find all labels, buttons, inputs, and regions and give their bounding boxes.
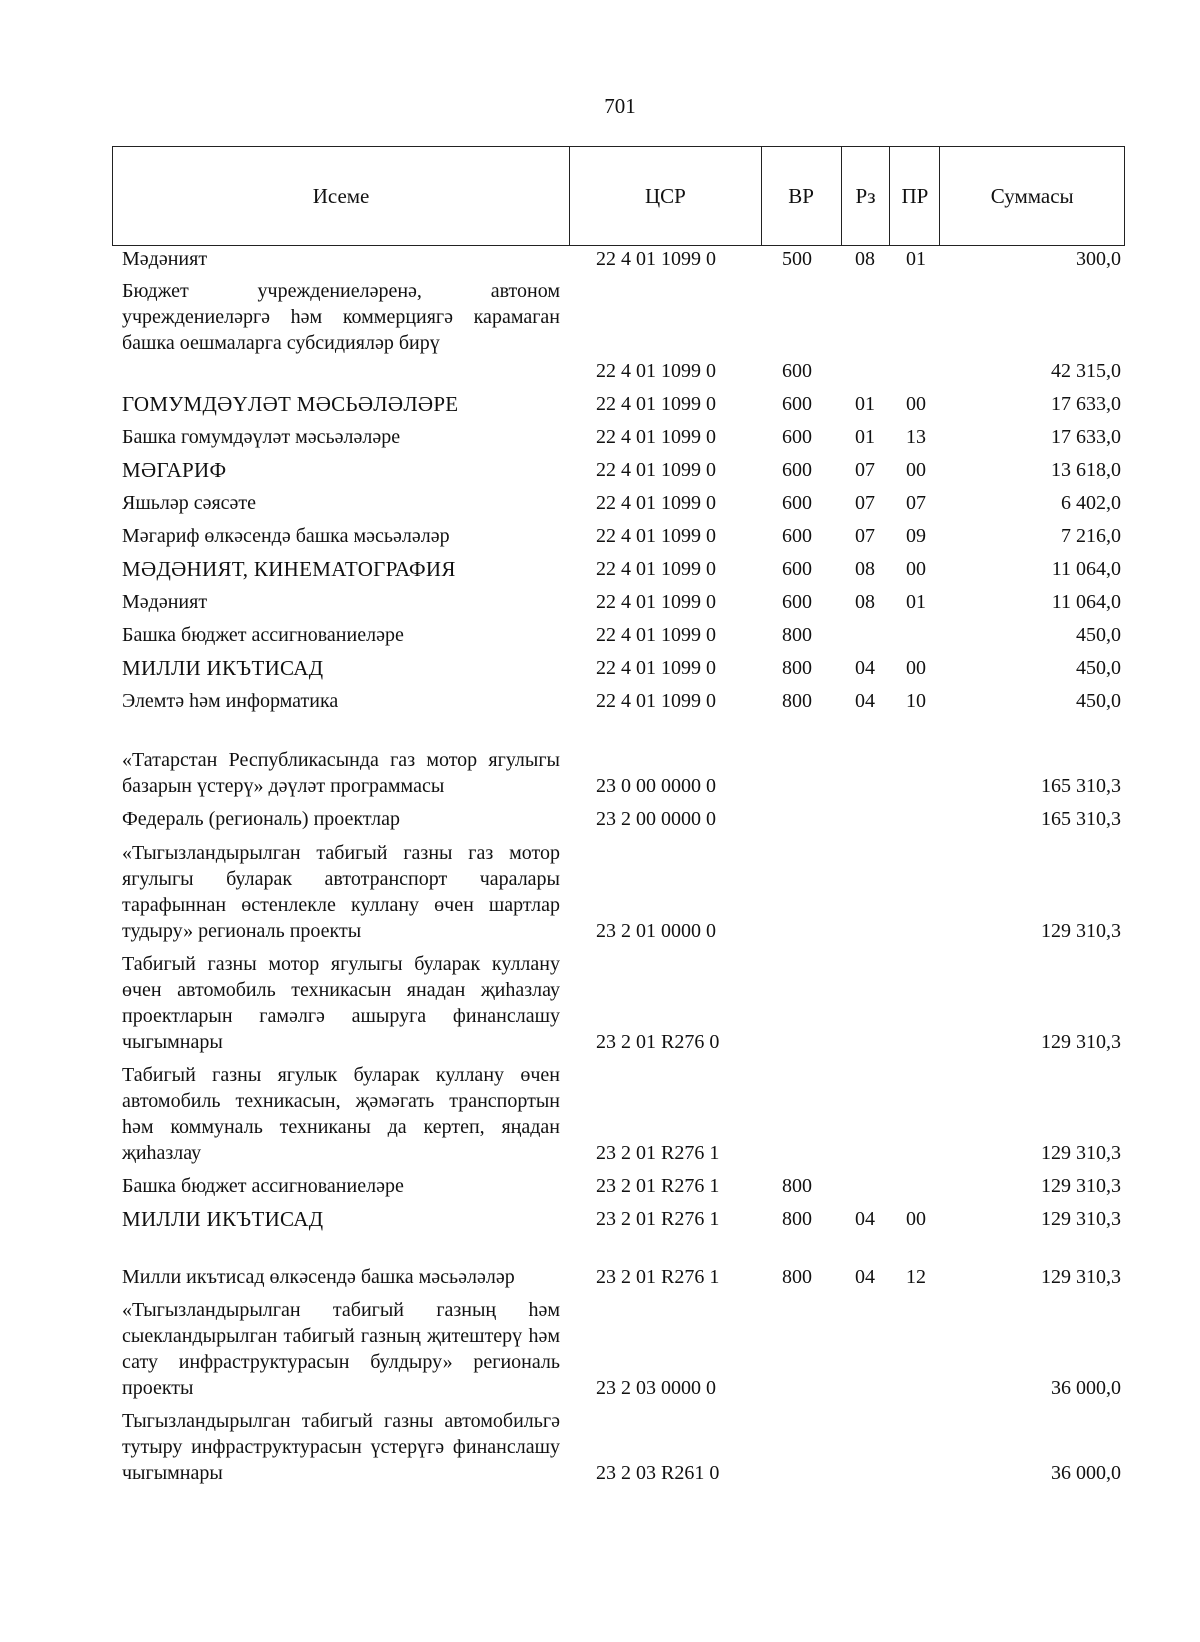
table-row — [112, 714, 1125, 799]
table-row — [112, 516, 1125, 549]
row-vr: 500 — [782, 248, 812, 270]
row-name: Элемтә һәм информатика — [122, 690, 339, 712]
row-sum: 36 000,0 — [1051, 1462, 1121, 1484]
table-row — [112, 246, 1125, 272]
row-csr: 23 2 03 0000 0 — [596, 1377, 716, 1399]
table-row — [112, 483, 1125, 516]
row-rz: 04 — [855, 1208, 875, 1230]
row-name: Мәгариф өлкәсендә башка мәсьәләләр — [122, 525, 450, 547]
row-rz: 07 — [855, 459, 875, 481]
row-vr: 600 — [782, 426, 812, 448]
table-row — [112, 1199, 1125, 1232]
row-rz: 07 — [855, 525, 875, 547]
row-vr: 800 — [782, 1266, 812, 1288]
row-sum: 17 633,0 — [1051, 426, 1121, 448]
table-row — [112, 272, 1125, 384]
table-row — [112, 681, 1125, 714]
row-csr: 23 2 00 0000 0 — [596, 808, 716, 830]
row-sum: 450,0 — [1076, 690, 1121, 712]
row-csr: 23 2 01 0000 0 — [596, 920, 716, 942]
row-csr: 22 4 01 1099 0 — [596, 492, 716, 514]
row-csr: 22 4 01 1099 0 — [596, 690, 716, 712]
table-row — [112, 615, 1125, 648]
table-row — [112, 832, 1125, 944]
row-csr: 22 4 01 1099 0 — [596, 459, 716, 481]
page-number: 701 — [604, 94, 636, 118]
row-sum: 129 310,3 — [1041, 1266, 1121, 1288]
table-row — [112, 648, 1125, 681]
header-rz: Рз — [842, 147, 891, 245]
row-name: Тыгызландырылган табигый газны автомобильгә тутыру инфраструктурасын үстерүгә финанслашу чыгымнары — [122, 1410, 560, 1484]
row-vr: 800 — [782, 657, 812, 679]
header-csr: ЦСР — [570, 147, 762, 245]
row-csr: 22 4 01 1099 0 — [596, 591, 716, 613]
table-row — [112, 1290, 1125, 1401]
header-vr: ВР — [762, 147, 842, 245]
row-sum: 42 315,0 — [1051, 360, 1121, 382]
table-row — [112, 450, 1125, 483]
row-pr: 09 — [906, 525, 926, 547]
row-name: «Тыгызландырылган табигый газны газ мотор ягулыгы буларак автотранспорт чаралары тарафыннан өстенлекле куллану өчен шартлар тудыру» региональ проекты — [122, 842, 560, 942]
row-name: Яшьләр сәясәте — [122, 492, 257, 514]
row-vr: 600 — [782, 360, 812, 382]
row-pr: 01 — [906, 248, 926, 270]
row-name: МИЛЛИ ИКЪТИСАД — [122, 656, 324, 680]
row-vr: 800 — [782, 1208, 812, 1230]
table-row — [112, 384, 1125, 417]
row-name: Мәдәният — [122, 248, 208, 270]
row-csr: 23 0 00 0000 0 — [596, 775, 716, 797]
row-rz: 01 — [855, 426, 875, 448]
row-name: «Татарстан Республикасында газ мотор ягулыгы базарын үстерү» дәүләт программасы — [122, 749, 560, 797]
row-csr: 22 4 01 1099 0 — [596, 525, 716, 547]
row-sum: 6 402,0 — [1061, 492, 1121, 514]
row-sum: 129 310,3 — [1041, 920, 1121, 942]
row-name: Башка бюджет ассигнованиеләре — [122, 624, 404, 646]
row-rz: 08 — [855, 591, 875, 613]
row-sum: 17 633,0 — [1051, 393, 1121, 415]
row-csr: 23 2 01 R276 0 — [596, 1031, 720, 1053]
row-pr: 12 — [906, 1266, 926, 1288]
row-pr: 00 — [906, 558, 926, 580]
row-csr: 22 4 01 1099 0 — [596, 624, 716, 646]
row-name: Федераль (региональ) проектлар — [122, 808, 400, 830]
row-name: МИЛЛИ ИКЪТИСАД — [122, 1207, 324, 1231]
row-name: Табигый газны мотор ягулыгы буларак куллану өчен автомобиль техникасын янадан җиһазлау проектларын гамәлгә ашыруга финанслашу чыгымнары — [122, 953, 560, 1053]
row-csr: 22 4 01 1099 0 — [596, 558, 716, 580]
row-vr: 600 — [782, 525, 812, 547]
row-name: МӘДӘНИЯТ, КИНЕМАТОГРАФИЯ — [122, 557, 456, 581]
row-rz: 08 — [855, 248, 875, 270]
row-name: ГОМУМДӘҮЛӘТ МӘСЬӘЛӘЛӘРЕ — [122, 392, 459, 416]
table-row — [112, 1166, 1125, 1199]
row-pr: 07 — [906, 492, 926, 514]
row-vr: 800 — [782, 1175, 812, 1197]
row-sum: 450,0 — [1076, 657, 1121, 679]
row-csr: 23 2 01 R276 1 — [596, 1208, 720, 1230]
table-row — [112, 1055, 1125, 1166]
row-rz: 07 — [855, 492, 875, 514]
row-sum: 129 310,3 — [1041, 1208, 1121, 1230]
row-vr: 600 — [782, 459, 812, 481]
row-vr: 600 — [782, 393, 812, 415]
row-rz: 04 — [855, 690, 875, 712]
table-body — [112, 246, 1125, 1486]
row-pr: 00 — [906, 657, 926, 679]
header-sum: Суммасы — [990, 183, 1074, 208]
row-csr: 22 4 01 1099 0 — [596, 657, 716, 679]
row-name: Табигый газны ягулык буларак куллану өчен автомобиль техникасын, җәмәгать транспортын һәм коммуналь техниканы да кертеп, яңадан җиһазлау — [122, 1064, 560, 1164]
row-sum: 450,0 — [1076, 624, 1121, 646]
row-csr: 22 4 01 1099 0 — [596, 393, 716, 415]
row-sum: 13 618,0 — [1051, 459, 1121, 481]
row-vr: 600 — [782, 492, 812, 514]
row-pr: 00 — [906, 393, 926, 415]
row-csr: 23 2 01 R276 1 — [596, 1142, 720, 1164]
row-pr: 01 — [906, 591, 926, 613]
header-pr: ПР — [890, 147, 940, 245]
table-row — [112, 1401, 1125, 1486]
row-csr: 22 4 01 1099 0 — [596, 248, 716, 270]
row-sum: 7 216,0 — [1061, 525, 1121, 547]
row-vr: 800 — [782, 624, 812, 646]
row-vr: 800 — [782, 690, 812, 712]
row-name: Милли икътисад өлкәсендә башка мәсьәләләр — [122, 1266, 515, 1288]
row-csr: 23 2 01 R276 1 — [596, 1266, 720, 1288]
table-header — [112, 146, 1125, 246]
row-sum: 11 064,0 — [1051, 591, 1121, 613]
row-name: Бюджет учреждениеләренә, автоном учреждениеләргә һәм коммерциягә карамаган башка оешмаларга субсидияләр бирү — [122, 280, 560, 354]
row-name: Башка бюджет ассигнованиеләре — [122, 1175, 404, 1197]
row-vr: 600 — [782, 558, 812, 580]
row-sum: 36 000,0 — [1051, 1377, 1121, 1399]
row-csr: 22 4 01 1099 0 — [596, 426, 716, 448]
header-name: Исеме — [113, 147, 570, 245]
table-row — [112, 582, 1125, 615]
row-pr: 00 — [906, 459, 926, 481]
row-sum: 11 064,0 — [1051, 558, 1121, 580]
row-name: Мәдәният — [122, 591, 208, 613]
row-name: МӘГАРИФ — [122, 458, 227, 482]
row-vr: 600 — [782, 591, 812, 613]
row-name: Башка гомумдәүләт мәсьәләләре — [122, 426, 401, 448]
row-pr: 10 — [906, 690, 926, 712]
row-sum: 165 310,3 — [1041, 808, 1121, 830]
row-sum: 165 310,3 — [1041, 775, 1121, 797]
row-pr: 13 — [906, 426, 926, 448]
table-row — [112, 799, 1125, 832]
table-row — [112, 944, 1125, 1055]
row-rz: 08 — [855, 558, 875, 580]
row-csr: 22 4 01 1099 0 — [596, 360, 716, 382]
row-name: «Тыгызландырылган табигый газның һәм сыекландырылган табигый газның җитештерү һәм сату инфраструктурасын булдыру» региональ проекты — [122, 1299, 560, 1399]
table-row — [112, 1232, 1125, 1290]
table-row — [112, 417, 1125, 450]
row-sum: 129 310,3 — [1041, 1031, 1121, 1053]
row-csr: 23 2 03 R261 0 — [596, 1462, 720, 1484]
row-sum: 129 310,3 — [1041, 1142, 1121, 1164]
row-rz: 01 — [855, 393, 875, 415]
row-sum: 300,0 — [1076, 248, 1121, 270]
row-rz: 04 — [855, 657, 875, 679]
row-rz: 04 — [855, 1266, 875, 1288]
row-sum: 129 310,3 — [1041, 1175, 1121, 1197]
row-pr: 00 — [906, 1208, 926, 1230]
row-csr: 23 2 01 R276 1 — [596, 1175, 720, 1197]
table-row — [112, 549, 1125, 582]
